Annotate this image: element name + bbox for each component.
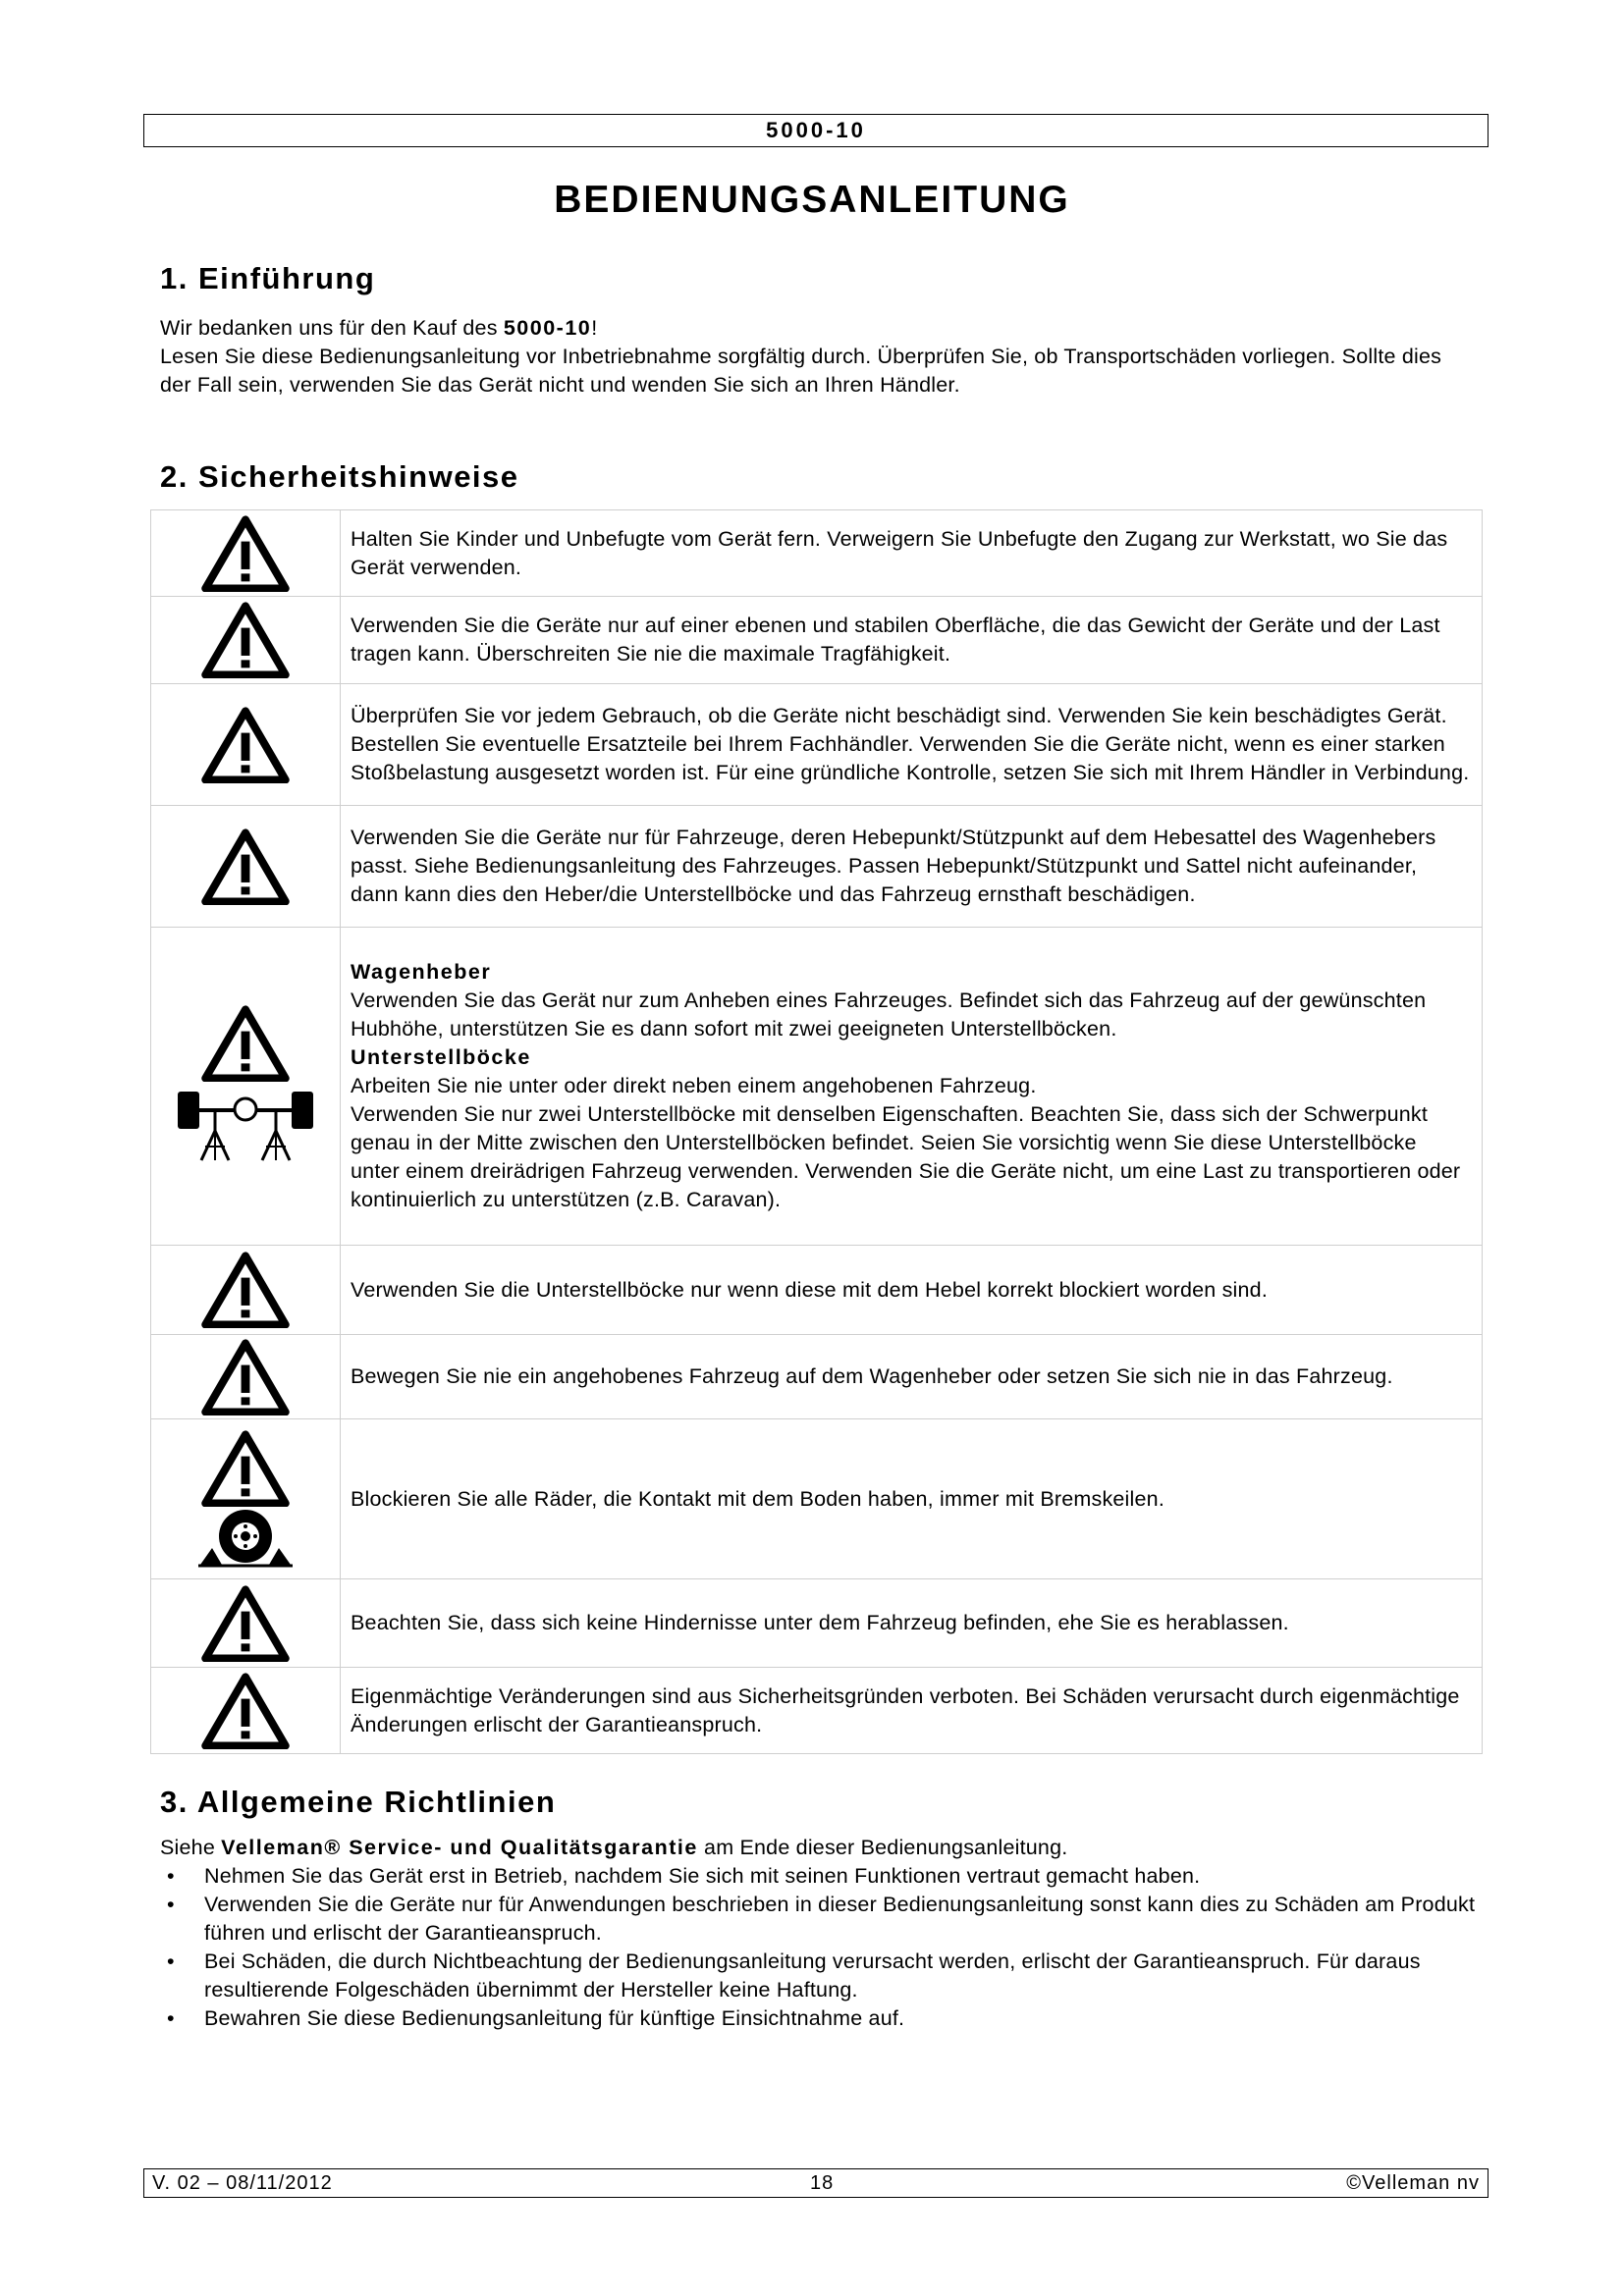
- list-item-text: Bei Schäden, die durch Nichtbeachtung der Bedienungsanleitung verursacht werden, erlischt der Garantieanspruch. Für daraus resultierende Folgeschäden übernimmt der Hersteller keine Haftung.: [204, 1949, 1421, 2002]
- bullet-dot: •: [167, 2006, 175, 2030]
- safety-text: Verwenden Sie die Unterstellböcke nur wenn diese mit dem Hebel korrekt blockiert worden sind.: [341, 1246, 1483, 1335]
- page-number: 18: [810, 2172, 835, 2194]
- document-title: BEDIENUNGSANLEITUNG: [554, 179, 1070, 221]
- safety-row: [151, 1419, 1483, 1579]
- guarantee-text-post: am Ende dieser Bedienungsanleitung.: [697, 1836, 1068, 1859]
- unterstellboecke-text-1: Arbeiten Sie nie unter oder direkt neben einem angehobenen Fahrzeug.: [351, 1074, 1037, 1097]
- list-item-text: Verwenden Sie die Geräte nur für Anwendungen beschrieben in dieser Bedienungsanleitung sonst kann dies zu Schäden am Produkt führen und erlischt der Garantieanspruch.: [204, 1893, 1476, 1945]
- guarantee-name-bold: Velleman® Service- und Qualitätsgarantie: [221, 1836, 698, 1859]
- safety-text-jack: [341, 928, 1483, 1246]
- section-1-heading: 1. Einführung: [160, 261, 376, 295]
- safety-row: [151, 684, 1483, 806]
- icon-cell: [151, 806, 341, 928]
- warning-triangle-icon: [201, 1585, 290, 1662]
- list-item: [160, 2004, 1486, 2033]
- bullet-dot: •: [167, 1864, 175, 1888]
- model-name-bold: 5000-10: [503, 316, 592, 340]
- safety-row: [151, 1246, 1483, 1335]
- thank-you-end: !: [591, 316, 598, 340]
- icon-cell: [151, 597, 341, 684]
- icon-cell: [151, 1246, 341, 1335]
- warning-triangle-icon: [201, 1430, 290, 1507]
- icon-cell: [151, 510, 341, 597]
- safety-text: Verwenden Sie die Geräte nur für Fahrzeuge, deren Hebepunkt/Stützpunkt auf dem Hebesattel des Wagenhebers passt. Siehe Bedienungsanleitung des Fahrzeuges. Passen Hebepunkt/Stützpunkt und Sattel nicht aufeinander, dann kann dies den Heber/die Unterstellböcke und das Fahrzeug ernsthaft beschädigen.: [341, 806, 1483, 928]
- warning-triangle-icon: [201, 1339, 290, 1415]
- safety-row: [151, 597, 1483, 684]
- subheading-wagenheber: Wagenheber: [351, 960, 492, 984]
- safety-row: [151, 1335, 1483, 1419]
- list-item-text: Nehmen Sie das Gerät erst in Betrieb, nachdem Sie sich mit seinen Funktionen vertraut gemacht haben.: [204, 1864, 1201, 1888]
- guarantee-text-pre: Siehe: [160, 1836, 222, 1859]
- warning-triangle-icon: [201, 602, 290, 678]
- thank-you-line: [160, 314, 1486, 343]
- icon-cell: [151, 928, 341, 1246]
- footer: [143, 2168, 1489, 2198]
- list-item: [160, 1948, 1486, 2004]
- safety-row: [151, 510, 1483, 597]
- safety-text: Blockieren Sie alle Räder, die Kontakt mit dem Boden haben, immer mit Bremskeilen.: [341, 1419, 1483, 1579]
- safety-text: Eigenmächtige Veränderungen sind aus Sicherheitsgründen verboten. Bei Schäden verursacht durch eigenmächtige Änderungen erlischt der Garantieanspruch.: [341, 1668, 1483, 1754]
- icon-cell: [151, 684, 341, 806]
- list-item: [160, 1862, 1486, 1891]
- section-3-heading: 3. Allgemeine Richtlinien: [160, 1785, 557, 1819]
- header-box: [143, 114, 1489, 147]
- bullet-dot: •: [167, 1949, 175, 1973]
- safety-row: [151, 806, 1483, 928]
- list-item-text: Bewahren Sie diese Bedienungsanleitung für künftige Einsichtnahme auf.: [204, 2006, 905, 2030]
- safety-row: [151, 1579, 1483, 1668]
- warning-triangle-icon: [201, 515, 290, 592]
- safety-table: [150, 509, 1483, 1754]
- safety-row: [151, 928, 1483, 1246]
- warning-triangle-icon: [201, 707, 290, 783]
- unterstellboecke-text-2: Verwenden Sie nur zwei Unterstellböcke mit denselben Eigenschaften. Beachten Sie, dass sich der Schwerpunkt genau in der Mitte zwischen den Unterstellböcken befindet. Seien Sie vorsichtig wenn Sie diese Unterstellböcke unter einem dreirädrigen Fahrzeug verwenden. Verwenden Sie die Geräte nicht, um eine Last zu transportieren oder kontinuierlich zu unterstützen (z.B. Caravan).: [351, 1102, 1461, 1211]
- wheel-chock-icon: [198, 1507, 293, 1568]
- safety-text: Beachten Sie, dass sich keine Hindernisse unter dem Fahrzeug befinden, ehe Sie es herablassen.: [341, 1579, 1483, 1668]
- intro-paragraph: Lesen Sie diese Bedienungsanleitung vor Inbetriebnahme sorgfältig durch. Überprüfen Sie, ob Transportschäden vorliegen. Sollte dies der Fall sein, verwenden Sie das Gerät nicht und wenden Sie sich an Ihren Händler.: [160, 345, 1442, 397]
- section-2-heading: 2. Sicherheitshinweise: [160, 459, 519, 494]
- safety-row: [151, 1668, 1483, 1754]
- warning-triangle-icon: [201, 828, 290, 905]
- axle-stands-icon: [172, 1088, 319, 1168]
- subheading-unterstellboecke: Unterstellböcke: [351, 1045, 531, 1069]
- thank-you-text: Wir bedanken uns für den Kauf des: [160, 316, 504, 340]
- wagenheber-text: Verwenden Sie das Gerät nur zum Anheben eines Fahrzeuges. Befindet sich das Fahrzeug auf der gewünschten Hubhöhe, unterstützen Sie es dann sofort mit zwei geeigneten Unterstellböcken.: [351, 988, 1427, 1041]
- icon-cell: [151, 1419, 341, 1579]
- footer-version: V. 02 – 08/11/2012: [152, 2172, 333, 2194]
- safety-text: Halten Sie Kinder und Unbefugte vom Gerät fern. Verweigern Sie Unbefugte den Zugang zur Werkstatt, wo Sie das Gerät verwenden.: [341, 510, 1483, 597]
- warning-triangle-icon: [201, 1252, 290, 1328]
- guarantee-reference: [160, 1834, 1486, 1862]
- model-number: 5000-10: [766, 118, 866, 142]
- list-item: [160, 1891, 1486, 1948]
- icon-cell: [151, 1668, 341, 1754]
- safety-text: Überprüfen Sie vor jedem Gebrauch, ob die Geräte nicht beschädigt sind. Verwenden Sie kein beschädigtes Gerät. Bestellen Sie eventuelle Ersatzteile bei Ihrem Fachhändler. Verwenden Sie die Geräte nicht, wenn es einer starken Stoßbelastung ausgesetzt worden ist. Für eine gründliche Kontrolle, setzen Sie sich mit Ihrem Händler in Verbindung.: [341, 684, 1483, 806]
- bullet-dot: •: [167, 1893, 175, 1916]
- guideline-list: [160, 1862, 1486, 2033]
- warning-triangle-icon: [201, 1005, 290, 1082]
- warning-triangle-icon: [201, 1673, 290, 1749]
- safety-text: Bewegen Sie nie ein angehobenes Fahrzeug auf dem Wagenheber oder setzen Sie sich nie in das Fahrzeug.: [341, 1335, 1483, 1419]
- icon-cell: [151, 1335, 341, 1419]
- footer-copyright: ©Velleman nv: [1346, 2172, 1480, 2194]
- safety-text: Verwenden Sie die Geräte nur auf einer ebenen und stabilen Oberfläche, die das Gewicht der Geräte und der Last tragen kann. Überschreiten Sie nie die maximale Tragfähigkeit.: [341, 597, 1483, 684]
- icon-cell: [151, 1579, 341, 1668]
